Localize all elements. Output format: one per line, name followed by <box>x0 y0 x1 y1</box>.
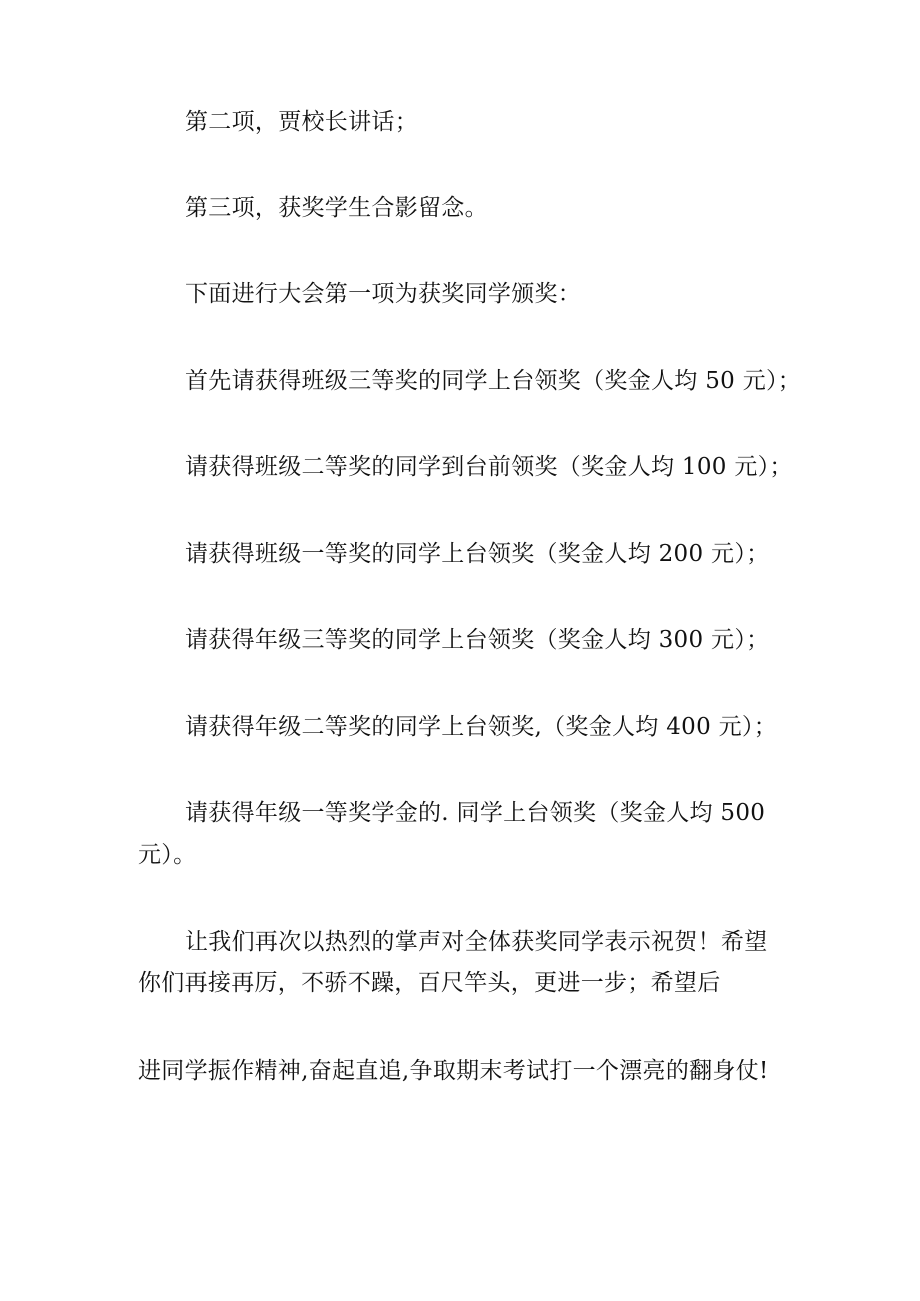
grade-second-prize: 请获得年级二等奖的同学上台领奖,（奖金人均 400 元）； <box>185 714 778 740</box>
class-second-prize: 请获得班级二等奖的同学到台前领奖（奖金人均 100 元）； <box>185 454 793 480</box>
agenda-item-3: 第三项，获奖学生合影留念。 <box>185 195 488 221</box>
grade-third-prize: 请获得年级三等奖的同学上台领奖（奖金人均 300 元）； <box>185 627 770 653</box>
grade-first-prize-line-2: 元）。 <box>138 842 197 868</box>
congratulations-line-2: 你们再接再厉，不骄不躁，百尺竿头，更进一步；希望后 <box>138 970 721 996</box>
class-third-prize: 首先请获得班级三等奖的同学上台领奖（奖金人均 50 元）； <box>185 368 802 394</box>
grade-first-prize-line-1: 请获得年级一等奖学金的. 同学上台领奖（奖金人均 500 <box>185 800 766 826</box>
award-intro: 下面进行大会第一项为获奖同学颁奖： <box>185 281 582 307</box>
congratulations-line-3: 进同学振作精神,奋起直追,争取期末考试打一个漂亮的翻身仗! <box>138 1058 769 1084</box>
class-first-prize: 请获得班级一等奖的同学上台领奖（奖金人均 200 元）； <box>185 541 770 567</box>
agenda-item-2: 第二项，贾校长讲话； <box>185 109 418 135</box>
congratulations-line-1: 让我们再次以热烈的掌声对全体获奖同学表示祝贺！希望 <box>185 929 768 955</box>
